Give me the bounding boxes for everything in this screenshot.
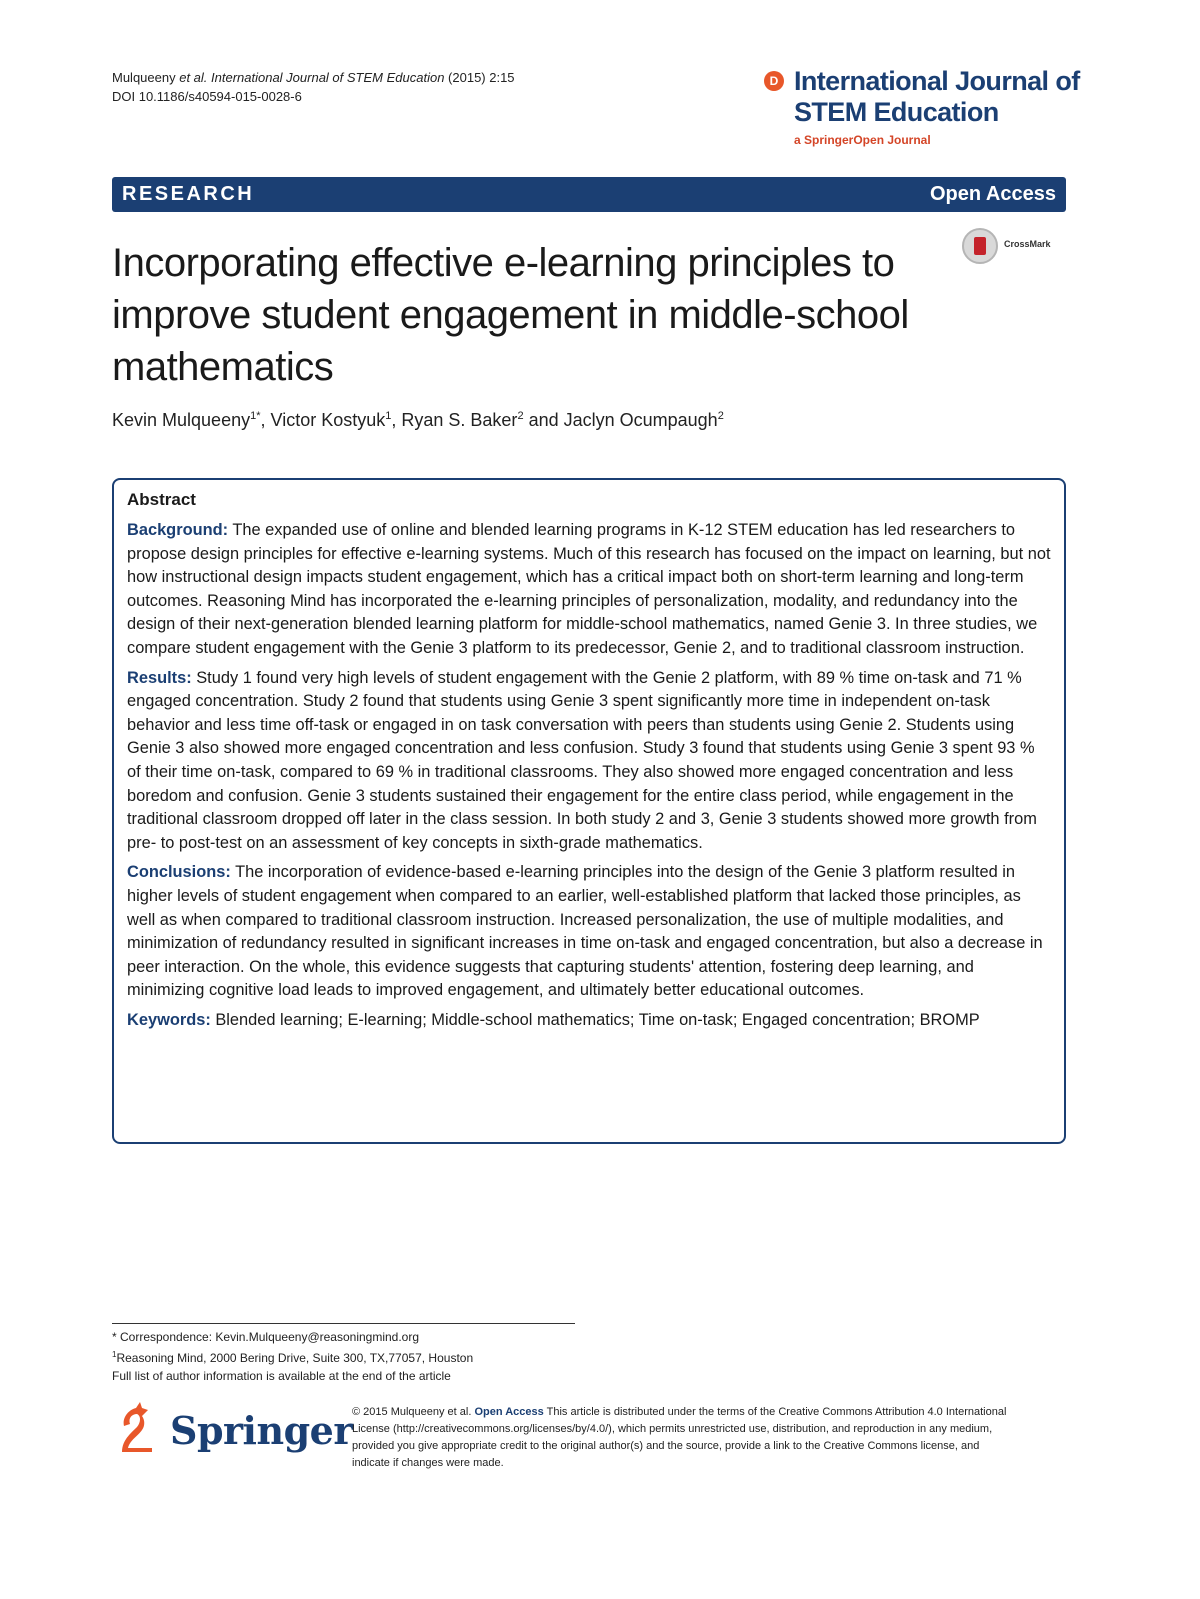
license-open-access: Open Access xyxy=(474,1406,544,1418)
doi[interactable]: DOI 10.1186/s40594-015-0028-6 xyxy=(112,89,302,104)
springer-horse-icon xyxy=(112,1400,162,1456)
conclusions-text: The incorporation of evidence-based e-learning principles into the design of the Genie 3 platform resulted in higher levels of student engagement when compared to an earlier, well-established platform that lacked those principles, as well as when compared to traditional classroom instruction. Increased personalization, the use of multiple modalities, and minimization of redundancy resulted in significant increases in time on-task and engaged concentration, but also a decrease in peer interaction. On the whole, this evidence suggests that capturing students' attention, fostering deep learning, and minimizing cognitive load leads to improved engagement, and ultimately better educational outcomes. xyxy=(127,863,1043,1000)
affiliation-text: Reasoning Mind, 2000 Bering Drive, Suite 300, TX,77057, Houston xyxy=(116,1351,474,1365)
background-text: The expanded use of online and blended learning programs in K-12 STEM education has led researchers to propose design principles for effective e-learning systems. Much of this research has focused on the impact on learning, but not how instructional design impacts student engagement, which has a critical impact both on short-term learning and long-term outcomes. Reasoning Mind has incorporated the e-learning principles of personalization, modality, and redundancy into the design of their next-generation blended learning platform for middle-school mathematics, named Genie 3. In three studies, we compare student engagement with the Genie 3 platform to its predecessor, Genie 2, and to traditional classroom instruction. xyxy=(127,521,1051,657)
keywords-label: Keywords: xyxy=(127,1010,211,1029)
author-info-note: Full list of author information is available at the end of the article xyxy=(112,1369,451,1383)
author-affiliation-sup: 2 xyxy=(717,410,724,422)
article-title: Incorporating effective e-learning principles to improve student engagement in middle-school mathematics xyxy=(112,241,909,389)
abstract-results xyxy=(127,667,1052,856)
crossmark-label: CrossMark xyxy=(1004,239,1051,249)
publisher-logo xyxy=(112,1400,353,1460)
crossmark-icon xyxy=(962,228,998,264)
author-affiliation-sup: 2 xyxy=(517,410,524,422)
license-prefix: © 2015 Mulqueeny et al. xyxy=(352,1406,475,1418)
author-name: Kevin Mulqueeny xyxy=(112,410,251,430)
keywords-text: Blended learning; E-learning; Middle-school mathematics; Time on-task; Engaged concentration; BROMP xyxy=(210,1010,980,1029)
citation-etal: et al. xyxy=(179,70,208,85)
author-separator: , xyxy=(391,410,402,430)
affiliation-sup: 1 xyxy=(112,1350,117,1359)
license-notice xyxy=(352,1404,1014,1472)
open-access-label: Open Access xyxy=(930,183,1056,205)
author-name: Jaclyn Ocumpaugh xyxy=(563,410,718,430)
footnote-divider xyxy=(112,1323,575,1324)
results-text: Study 1 found very high levels of student engagement with the Genie 2 platform, with 89 % time on-task and 71 % engaged concentration. Study 2 found that students using Genie 3 spent significantly more time in independent on-task behavior and less time off-task or engaged in on task conversation with peers than students using Genie 2. Students using Genie 3 also showed more engaged concentration and less confusion. Study 3 found that students using Genie 3 spent 93 % of their time on-task, compared to 69 % in traditional classrooms. They also showed more engaged concentration and less boredom and confusion. Genie 3 students sustained their engagement for the entire class period, while engagement in the traditional classroom dropped off later in the class session. In both study 2 and 3, Genie 3 students showed more growth from pre- to post-test on an assessment of key concepts in sixth-grade mathematics. xyxy=(127,668,1037,852)
conclusions-label: Conclusions: xyxy=(127,863,231,882)
abstract-box xyxy=(112,478,1066,1144)
abstract-keywords xyxy=(127,1009,1052,1033)
abstract-heading: Abstract xyxy=(127,490,196,509)
correspondence-line[interactable]: * Correspondence: Kevin.Mulqueeny@reasoningmind.org xyxy=(112,1330,420,1344)
author-name: Ryan S. Baker xyxy=(401,410,518,430)
author-separator: , xyxy=(260,410,271,430)
journal-name-line2: STEM Education xyxy=(794,97,999,127)
author-affiliation-sup: 1* xyxy=(250,410,261,422)
abstract-conclusions xyxy=(127,861,1052,1003)
background-label: Background: xyxy=(127,521,229,539)
journal-subtitle: a SpringerOpen Journal xyxy=(794,133,931,147)
publisher-name: Springer xyxy=(170,1408,353,1453)
journal-logo-icon: D xyxy=(764,71,784,91)
results-label: Results: xyxy=(127,668,192,687)
footnotes xyxy=(112,1328,473,1385)
author-separator: and xyxy=(523,410,564,430)
author-affiliation-sup: 1 xyxy=(385,410,392,422)
abstract-background xyxy=(127,519,1052,661)
journal-name-line1: International Journal of xyxy=(794,66,1080,96)
section-label: RESEARCH xyxy=(122,183,255,205)
license-text: This article is distributed under the terms of the Creative Commons Attribution 4.0 International License (http://creativecommons.org/licenses/by/4.0/), which permits unrestricted use, distribution, and reproduction in any medium, provided you give appropriate credit to the original author(s) and the source, provide a link to the Creative Commons license, and indicate if changes were made. xyxy=(352,1406,1007,1469)
author-name: Victor Kostyuk xyxy=(270,410,386,430)
section-banner xyxy=(112,177,1066,212)
author-list xyxy=(112,410,724,431)
citation-line xyxy=(112,68,515,87)
citation-authors: Mulqueeny xyxy=(112,70,180,85)
affiliation-line xyxy=(112,1346,473,1367)
citation-issue: (2015) 2:15 xyxy=(444,70,515,85)
journal-logo xyxy=(764,66,1080,152)
crossmark-badge[interactable] xyxy=(962,228,1072,268)
citation-journal: International Journal of STEM Education xyxy=(207,70,445,85)
article-citation xyxy=(112,68,515,106)
